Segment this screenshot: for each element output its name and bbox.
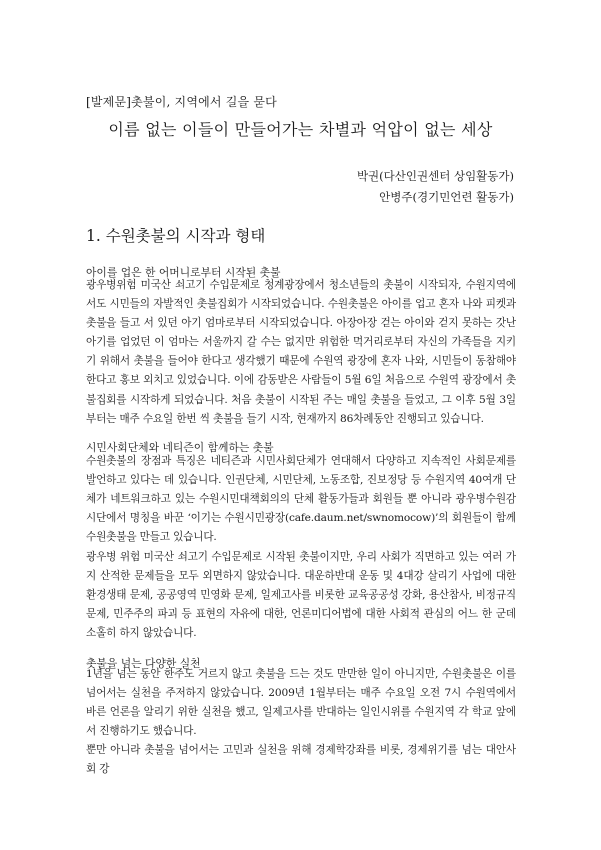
document-title: 이름 없는 이들이 만들어가는 차별과 억압이 없는 세상 <box>108 120 493 139</box>
body-paragraph: 광우병위험 미국산 쇠고기 수입문제로 청계광장에서 청소년들의 촛불이 시작되자, 수원지역에서도 시민들의 자발적인 촛불집회가 시작되었습니다. 수원촛불은 아이를 업고 혼자 나와 피켓과 촛불을 들고 서 있던 아기 엄마로부터 시작되었습니다. 아장아장 걷는 아이와 걷지 못하는 갓난아기를 업었던 이 엄마는 서울까지 갈 수는 없지만 위험한 먹거리로부터 자신의 가족들을 지키기 위해서 촛불을 들어야 한다고 생각했기 때문에 수원역 광장에 혼자 나와, 시민들이 동참해야 한다고 홍보 외치고 있었습니다. 이에 감동받은 사람들이 5월 6일 처음으로 수원역 광장에서 촛불집회를 시작하게 되었습니다. 처음 촛불이 시작된 주는 매일 촛불을 들었고, 그 이후 5월 3일부터는 매주 수요일 한번 씩 촛불을 들기 시작, 현재까지 86차례동안 진행되고 있습니다. <box>86 279 516 425</box>
subsection-heading: 촛불을 넘는 다양한 실천 <box>86 657 201 670</box>
author-line: 박권(다산인권센터 상임활동가) <box>356 169 514 183</box>
subsection-heading: 시민사회단체와 네티즌이 함께하는 촛불 <box>86 441 274 454</box>
body-paragraph: 광우병 위험 미국산 쇠고기 수입문제로 시작된 촛불이지만, 우리 사회가 직면하고 있는 여러 가지 산적한 문제들을 모두 외면하지 않았습니다. 대운하반대 운동 및 4대강 살리기 사업에 대한 환경생태 문제, 공공영역 민영화 문제, 일제고사를 비롯한 교육공공성 강화, 용산참사, 비정규직 문제, 민주주의 파괴 등 표현의 자유에 대한, 언론미디어법에 대한 사회적 관심의 어느 한 군데 소홀히 하지 않았습니다. <box>86 551 516 640</box>
document-header-label: [발제문]촛불이, 지역에서 길을 묻다 <box>86 95 277 109</box>
subsection-heading: 아이를 업은 한 어머니로부터 시작된 촛불 <box>86 266 281 279</box>
author-line: 안병주(경기민언련 활동가) <box>379 190 514 204</box>
section-heading: 1. 수원촛불의 시작과 형태 <box>86 227 266 245</box>
body-paragraph: 1년을 넘는 동안 한주도 거르지 않고 촛불을 드는 것도 만만한 일이 아니지만, 수원촛불은 이를 넘어서는 실천을 주저하지 않았습니다. 2009년 1월부터는 매주 수요일 오전 7시 수원역에서 바른 언론을 알리기 위한 실천을 했고, 일제고사를 반대하는 일인시위를 수원지역 각 학교 앞에서 진행하기도 했습니다. <box>86 668 516 738</box>
body-paragraph: 수원촛불의 장점과 특징은 네티즌과 시민사회단체가 연대해서 다양하고 지속적인 사회문제를 발언하고 있다는 데 있습니다. 인권단체, 시민단체, 노동조합, 진보정당 등 수원지역 40여개 단체가 네트워크하고 있는 수원시민대책회의의 단체 활동가들과 회원들 뿐 아니라 광우병수원감시단에서 명칭을 바꾼 ‘이기는 수원시민광장(cafe.daum.net/swnomocow)’의 회원들이 함께 수원촛불을 만들고 있습니다. <box>86 455 516 544</box>
body-paragraph: 뿐만 아니라 촛불을 넘어서는 고민과 실천을 위해 경제학강좌를 비롯, 경제위기를 넘는 대안사회 강 <box>86 744 516 776</box>
